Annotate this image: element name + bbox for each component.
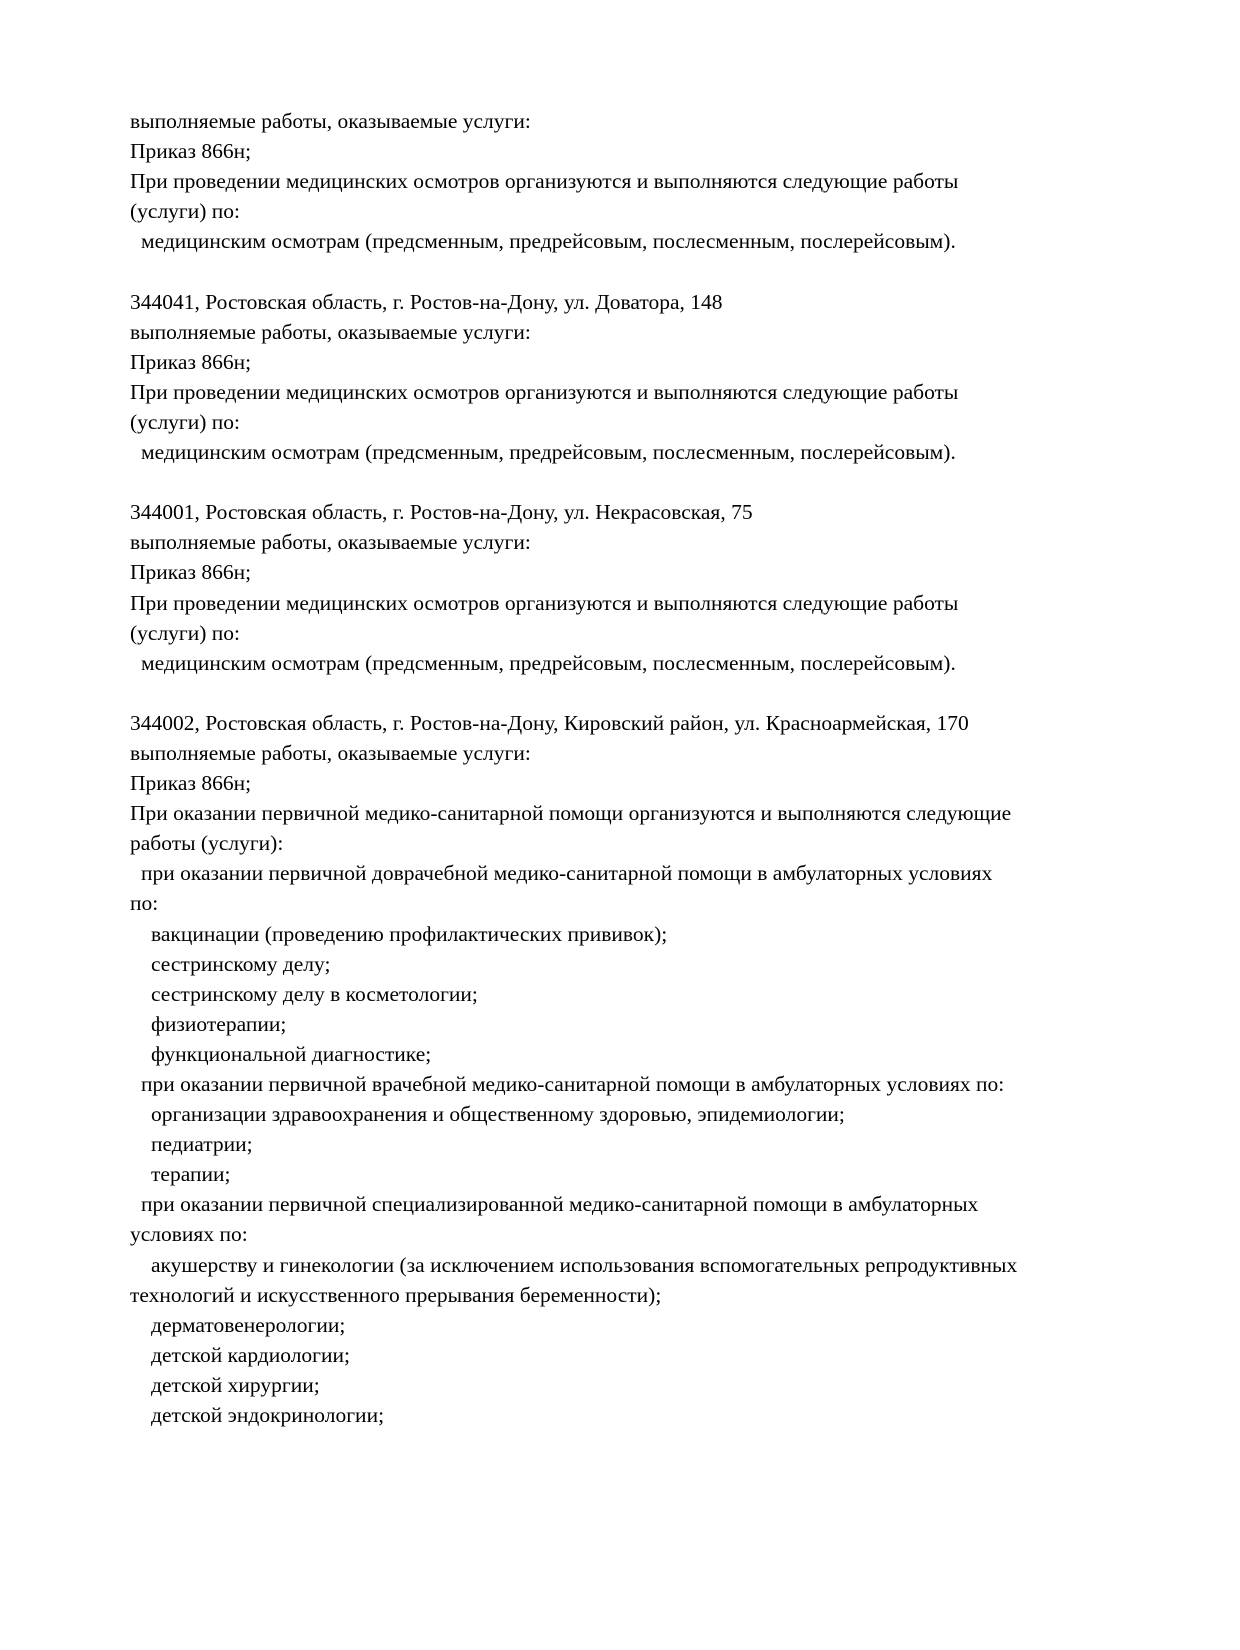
text-line: (услуги) по: (130, 409, 241, 434)
text-line: При оказании первичной медико-санитарной помощи организуются и выполняются следующие (130, 801, 1012, 826)
text-line: детской эндокринологии; (151, 1403, 385, 1428)
text-line: выполняемые работы, оказываемые услуги: (130, 740, 531, 765)
text-line: организации здравоохранения и общественному здоровью, эпидемиологии; (151, 1102, 845, 1127)
text-line: функциональной диагностике; (151, 1041, 432, 1066)
text-line: При проведении медицинских осмотров организуются и выполняются следующие работы (130, 379, 959, 404)
text-line: 344041, Ростовская область, г. Ростов-на-Дону, ул. Доватора, 148 (130, 289, 723, 314)
text-line: условиях по: (130, 1222, 248, 1247)
text-line: Приказ 866н; (130, 771, 252, 796)
text-line: при оказании первичной врачебной медико-санитарной помощи в амбулаторных условиях по: (141, 1072, 1005, 1096)
text-line: при оказании первичной специализированной медико-санитарной помощи в амбулаторных (141, 1192, 979, 1217)
text-line: При проведении медицинских осмотров организуются и выполняются следующие работы (130, 590, 959, 615)
text-line: акушерству и гинекологии (за исключением использования вспомогательных репродуктивных (151, 1252, 1018, 1277)
text-line: детской хирургии; (151, 1372, 320, 1397)
text-line: медицинским осмотрам (предсменным, предрейсовым, послесменным, послерейсовым). (141, 229, 956, 254)
text-line: медицинским осмотрам (предсменным, предрейсовым, послесменным, послерейсовым). (141, 440, 956, 465)
services-block-continued (130, 106, 1140, 256)
text-line: Приказ 866н; (130, 349, 252, 374)
document-content (130, 106, 1140, 1430)
text-line: Приказ 866н; (130, 139, 252, 164)
text-line: детской кардиологии; (151, 1342, 350, 1367)
text-line: при оказании первичной доврачебной медико-санитарной помощи в амбулаторных условиях (141, 861, 993, 886)
text-line: работы (услуги): (130, 831, 284, 856)
text-line: (услуги) по: (130, 620, 241, 645)
text-line: сестринскому делу в косметологии; (151, 981, 478, 1006)
text-line: Приказ 866н; (130, 560, 252, 585)
address-block-nekrasovskaya-75 (130, 497, 1140, 678)
text-line: выполняемые работы, оказываемые услуги: (130, 319, 531, 344)
text-line: педиатрии; (151, 1132, 253, 1157)
text-line: медицинским осмотрам (предсменным, предрейсовым, послесменным, послерейсовым). (141, 650, 956, 675)
text-line: (услуги) по: (130, 199, 241, 224)
text-line: выполняемые работы, оказываемые услуги: (130, 530, 531, 555)
text-line: физиотерапии; (151, 1011, 287, 1036)
text-line: терапии; (151, 1162, 231, 1187)
address-block-krasnoarmeyskaya-170 (130, 708, 1140, 1430)
address-block-dovatora-148 (130, 287, 1140, 468)
text-line: вакцинации (проведению профилактических прививок); (151, 921, 668, 946)
text-line: 344001, Ростовская область, г. Ростов-на-Дону, ул. Некрасовская, 75 (130, 500, 753, 525)
text-line: 344002, Ростовская область, г. Ростов-на-Дону, Кировский район, ул. Красноармейская, 170 (130, 710, 969, 735)
text-line: дерматовенерологии; (151, 1312, 346, 1337)
text-line: технологий и искусственного прерывания беременности); (130, 1282, 662, 1307)
text-line: сестринскому делу; (151, 951, 331, 976)
text-line: по: (130, 891, 159, 916)
text-line: выполняемые работы, оказываемые услуги: (130, 109, 531, 133)
text-line: При проведении медицинских осмотров организуются и выполняются следующие работы (130, 169, 959, 194)
